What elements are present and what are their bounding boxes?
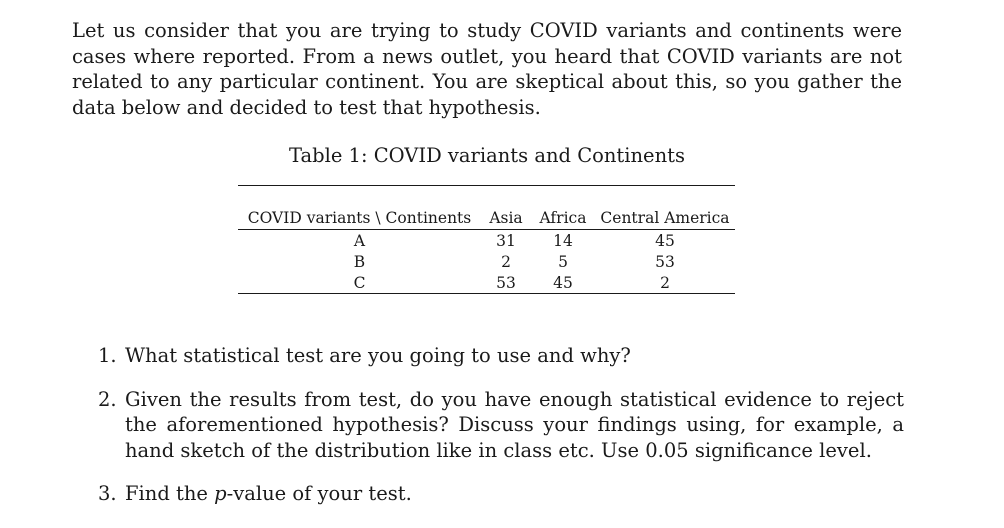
question-text: What statistical test are you going to use and why? xyxy=(125,344,631,367)
table-cell: 53 xyxy=(655,252,675,271)
table-cell: B xyxy=(353,252,366,271)
table-row xyxy=(238,230,735,251)
table-cell: 45 xyxy=(553,273,573,292)
table-caption: Table 1: COVID variants and Continents xyxy=(288,144,686,167)
question-list xyxy=(98,343,904,507)
data-table xyxy=(238,206,735,293)
table-bottom-rule xyxy=(238,293,735,294)
question-number: 1. xyxy=(98,344,117,367)
header-cell: Africa xyxy=(539,209,587,227)
question-text: Given the results from test, do you have enough statistical evidence to reject the aforementioned hypothesis? Discuss your findings using, for example, a hand sketch of the distribution like in class etc. Use 0.05 significance level. xyxy=(125,387,904,462)
table-cell: 31 xyxy=(496,231,516,250)
table-cell: 14 xyxy=(553,231,573,250)
table-row xyxy=(238,272,735,293)
question-text-before: Find the xyxy=(125,482,215,505)
table-header-row xyxy=(238,206,735,230)
table-cell: 5 xyxy=(558,252,568,271)
question-text-after: -value of your test. xyxy=(226,482,412,505)
table-cell: 45 xyxy=(655,231,675,250)
table-cell: 53 xyxy=(496,273,516,292)
table-cell: C xyxy=(353,273,366,292)
question-item xyxy=(98,481,904,507)
table-cell: 2 xyxy=(660,273,670,292)
table-cell: A xyxy=(353,231,366,250)
p-symbol: p xyxy=(214,482,227,505)
table-cell: 2 xyxy=(501,252,511,271)
question-item xyxy=(98,387,904,464)
table-top-rule xyxy=(238,185,735,186)
question-item xyxy=(98,343,904,369)
header-cell: COVID variants \ Continents xyxy=(247,209,472,227)
header-cell: Central America xyxy=(600,209,730,227)
table-row xyxy=(238,251,735,272)
header-cell: Asia xyxy=(489,209,523,227)
question-number: 3. xyxy=(98,482,117,505)
question-number: 2. xyxy=(98,387,117,411)
intro-paragraph: Let us consider that you are trying to study COVID variants and continents were cases where reported. From a news outlet, you heard that COVID variants are not related to any particular continent. You are skeptical about this, so you gather the data below and decided to test that hypothesis. xyxy=(72,19,902,119)
